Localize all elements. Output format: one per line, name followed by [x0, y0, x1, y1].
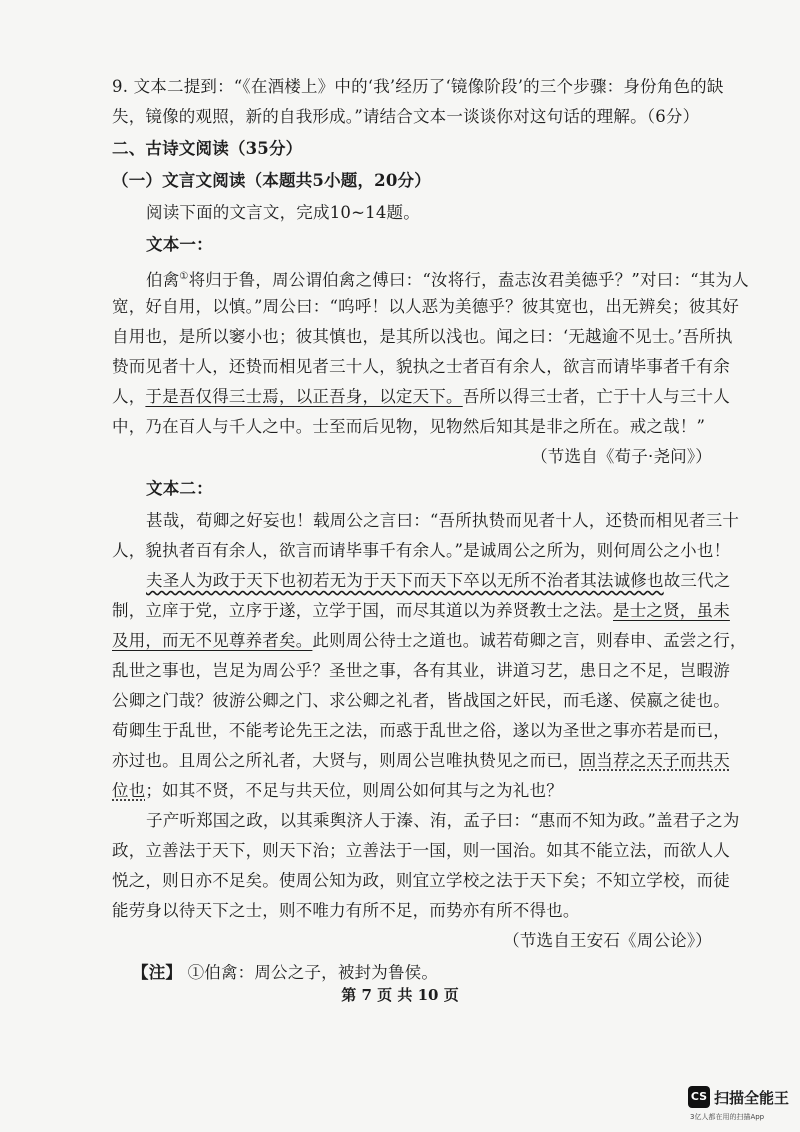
text2-line-12: 政，立善法于天下，则天下治；立善法于一国，则一国治。如其不能立法，而欲人人 [112, 841, 730, 860]
text1-label: 文本一： [146, 235, 213, 254]
text1-line-2: 宽，好自用，以慎。”周公曰：“呜呼！以人恶为美德乎？彼其宽也，出无辨矣；彼其好 [112, 297, 739, 316]
dotted-phrase-1: 固当荐之天子而共天 [579, 751, 730, 770]
q9-line-2: 失，镜像的观照，新的自我形成。”请结合文本一谈谈你对这句话的理解。（6分） [112, 107, 700, 126]
text2-line-1: 甚哉，荀卿之好妄也！载周公之言曰：“吾所执贽而见者十人，还贽而相见者三十 [146, 511, 740, 530]
text1-line-5 [112, 382, 730, 412]
text1-l5a: 人， [112, 387, 146, 406]
text2-line-6: 乱世之事也，岂足为周公乎？圣世之事，各有其业，讲道习艺，患日之不足，岂暇游 [112, 661, 730, 680]
text2-source: （节选自王安石《周公论》） [503, 931, 712, 950]
text2-line-4 [112, 596, 730, 626]
text2-line-7: 公卿之门哉？彼游公卿之门、求公卿之礼者，皆战国之奸民，而毛遂、侯嬴之徒也。 [112, 691, 730, 710]
text1-line-3: 自用也，是所以窭小也；彼其慎也，是其所以浅也。闻之曰：‘无越逾不见士。’吾所执 [112, 327, 733, 346]
text2-line-11: 子产听郑国之政，以其乘舆济人于溱、洧，孟子曰：“惠而不知为政。”盖君子之为 [146, 811, 740, 830]
text1-line-4: 贽而见者十人，还贽而相见者三十人，貌执之士者百有余人，欲言而请毕事者千有余 [112, 357, 730, 376]
text2-line-9 [112, 746, 730, 776]
text2-line-5 [112, 626, 747, 656]
text1-line-6: 中，乃在百人与千人之中。士至而后见物，见物然后知其是非之所在。戒之哉！” [112, 417, 706, 436]
footnote-label: 【注】 [132, 963, 183, 982]
text2-line-8: 荀卿生于乱世，不能考论先王之法，而惑于乱世之俗，遂以为圣世之事亦若是而已， [112, 721, 730, 740]
text2-line-2: 人，貌执者百有余人，欲言而请毕事千有余人。”是诚周公之所为，则何周公之小也！ [112, 541, 731, 560]
subsection-heading: （一）文言文阅读（本题共5小题，20分） [112, 171, 431, 190]
text2-line-10 [112, 776, 712, 806]
page-number: 第 7 页 共 10 页 [341, 986, 459, 1004]
underlined-sentence-1: 于是吾仅得三士焉，以正吾身，以定天下。 [145, 387, 463, 406]
text2-label: 文本二： [146, 479, 213, 498]
text1-line-1 [146, 262, 749, 296]
q9-line-1: 9. 文本二提到：“《在酒楼上》中的‘我’经历了‘镜像阶段’的三个步骤：身份角色的缺 [112, 77, 724, 96]
text1-l5b: 吾所以得三士者，亡于十人与三十人 [462, 387, 730, 406]
text2-l5b: 此则周公待士之道也。诚若荀卿之言，则春申、孟尝之行， [312, 631, 747, 650]
text2-line-14: 能劳身以待天下之士，则不唯力有所不足，而势亦有所不得也。 [112, 901, 580, 920]
footnote-text: ①伯禽：周公之子，被封为鲁侯。 [187, 963, 439, 982]
text2-l4a: 制，立庠于党，立序于遂，立学于国，而尽其道以为养贤教士之法。 [112, 601, 613, 620]
camscanner-logo-icon: CS [688, 1086, 710, 1108]
watermark-tagline: 3亿人都在用的扫描App [690, 1113, 765, 1121]
text1-source: （节选自《荀子·尧问》） [531, 447, 712, 466]
section-heading: 二、古诗文阅读（35分） [112, 139, 303, 158]
wavy-underlined-sentence: 夫圣人为政于天下也初若无为于天下而天下卒以无所不治者其法诚修也 [146, 571, 664, 590]
text2-l9a: 亦过也。且周公之所礼者，大贤与，则周公岂唯执贽见之而已， [112, 751, 580, 770]
text2-line-3 [146, 566, 746, 596]
text1-l1b: 将归于鲁，周公谓伯禽之傅曰：“汝将行，盍志汝君美德乎？”对曰：“其为人 [188, 270, 749, 290]
text2-l10b: ；如其不贤，不足与共天位，则周公如何其与之为礼也？ [145, 781, 563, 800]
underlined-sentence-2a: 是士之贤，虽未 [613, 601, 730, 620]
watermark-name: 扫描全能王 [714, 1089, 790, 1107]
underlined-sentence-2b: 及用，而无不见尊养者矣。 [112, 631, 313, 650]
text1-l1a: 伯禽 [146, 270, 180, 290]
text2-l3b: 故三代之 [663, 571, 731, 590]
instruction: 阅读下面的文言文，完成10~14题。 [146, 203, 420, 222]
footnote-marker: ① [179, 271, 189, 282]
text2-line-13: 悦之，则日亦不足矣。使周公知为政，则宜立学校之法于天下矣；不知立学校，而徒 [112, 871, 730, 890]
dotted-phrase-2: 位也 [112, 781, 146, 800]
scanner-watermark [688, 1086, 796, 1126]
